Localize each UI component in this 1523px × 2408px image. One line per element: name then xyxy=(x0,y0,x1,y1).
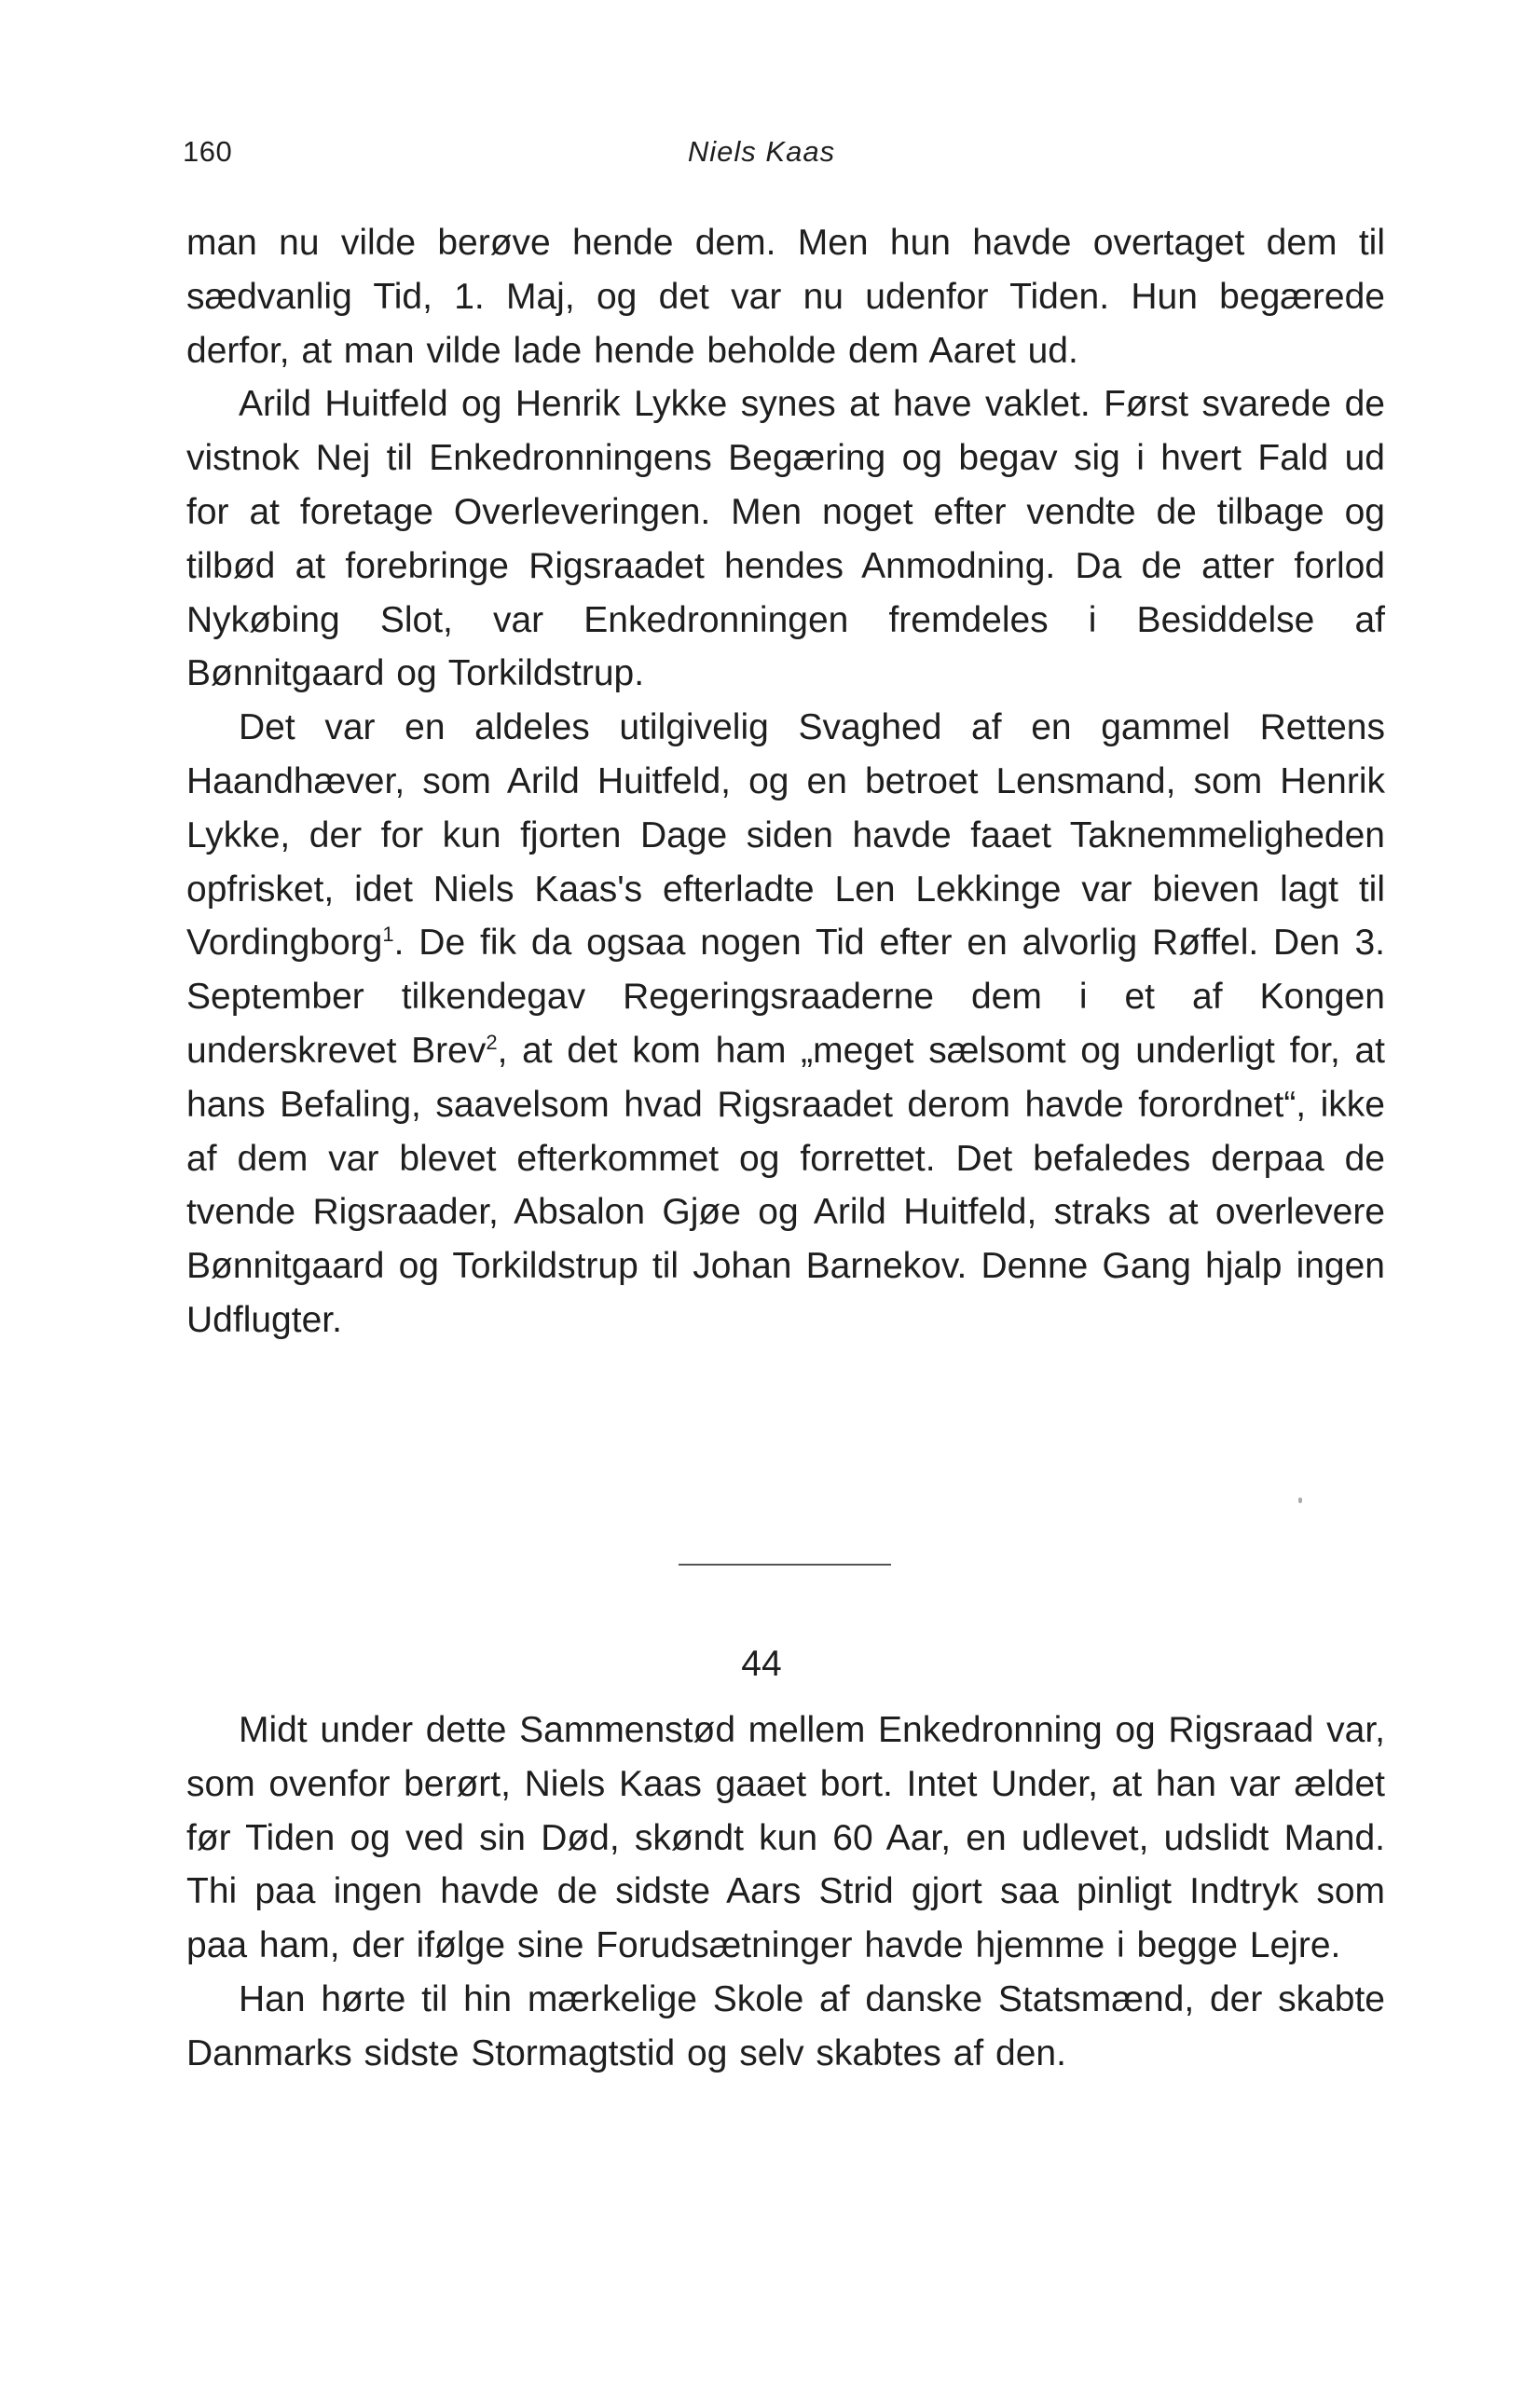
section-a-text xyxy=(186,216,1385,1348)
footnote-ref: 1 xyxy=(382,923,394,947)
paragraph: Arild Huitfeld og Henrik Lykke synes at have vaklet. Først svarede de vistnok Nej til Enkedronningens Begæring og begav sig i hvert Fald ud for at foretage Overleveringen. Men noget efter vendte de tilbage og tilbød at forebringe Rigsraadet hendes Anmodning. Da de atter forlod Nykøbing Slot, var Enkedronningen fremdeles i Besiddelse af Bønnitgaard og Torkildstrup. xyxy=(186,384,1385,694)
running-head xyxy=(0,135,1523,172)
page-number: 160 xyxy=(183,135,233,168)
paragraph-text: , at det kom ham „meget sælsomt og underligt for, at hans Befaling, saavelsom hvad Rigsraadet derom havde forordnet“, ikke af dem var blevet efterkommet og forrettet. Det befaledes derpaa de tvende Rigsraader, Absalon Gjøe og Arild Huitfeld, straks at overlevere Bønnitgaard og Torkildstrup til Johan Barnekov. Denne Gang hjalp ingen Udflugter. xyxy=(186,1030,1385,1340)
section-divider xyxy=(679,1564,891,1566)
paragraph: Han hørte til hin mærkelige Skole af danske Statsmænd, der skabte Danmarks sidste Stormagtstid og selv skabtes af den. xyxy=(186,1978,1385,2073)
print-speck xyxy=(1298,1498,1302,1503)
section-number: 44 xyxy=(741,1644,782,1684)
paragraph xyxy=(186,701,1385,1348)
section-b-text xyxy=(186,1703,1385,2081)
footnote-ref: 2 xyxy=(486,1030,498,1054)
paragraph: man nu vilde berøve hende dem. Men hun havde overtaget dem til sædvanlig Tid, 1. Maj, og det var nu udenfor Tiden. Hun begærede derfor, at man vilde lade hende beholde dem Aaret ud. xyxy=(186,223,1385,371)
running-title: Niels Kaas xyxy=(687,135,836,168)
paragraph-text: Det var en aldeles utilgivelig Svaghed af en gammel Rettens Haandhæver, som Arild Huitfeld, og en betroet Lensmand, som Henrik Lykke, der for kun fjorten Dage siden havde faaet Taknemmeligheden opfrisket, idet Niels Kaas's efterladte Len Lekkinge var bieven lagt til Vordingborg xyxy=(186,707,1385,964)
paragraph: Midt under dette Sammenstød mellem Enkedronning og Rigsraad var, som ovenfor berørt, Niels Kaas gaaet bort. Intet Under, at han var ældet før Tiden og ved sin Død, skøndt kun 60 Aar, en udlevet, udslidt Mand. Thi paa ingen havde de sidste Aars Strid gjort saa pinligt Indtryk som paa ham, der ifølge sine Forudsætninger havde hjemme i begge Lejre. xyxy=(186,1710,1385,1966)
paragraph-text: . De fik da ogsaa nogen Tid efter en alvorlig Røffel. Den 3. September tilkendegav Regeringsraaderne dem i et af Kongen underskrevet Brev xyxy=(186,923,1385,1071)
